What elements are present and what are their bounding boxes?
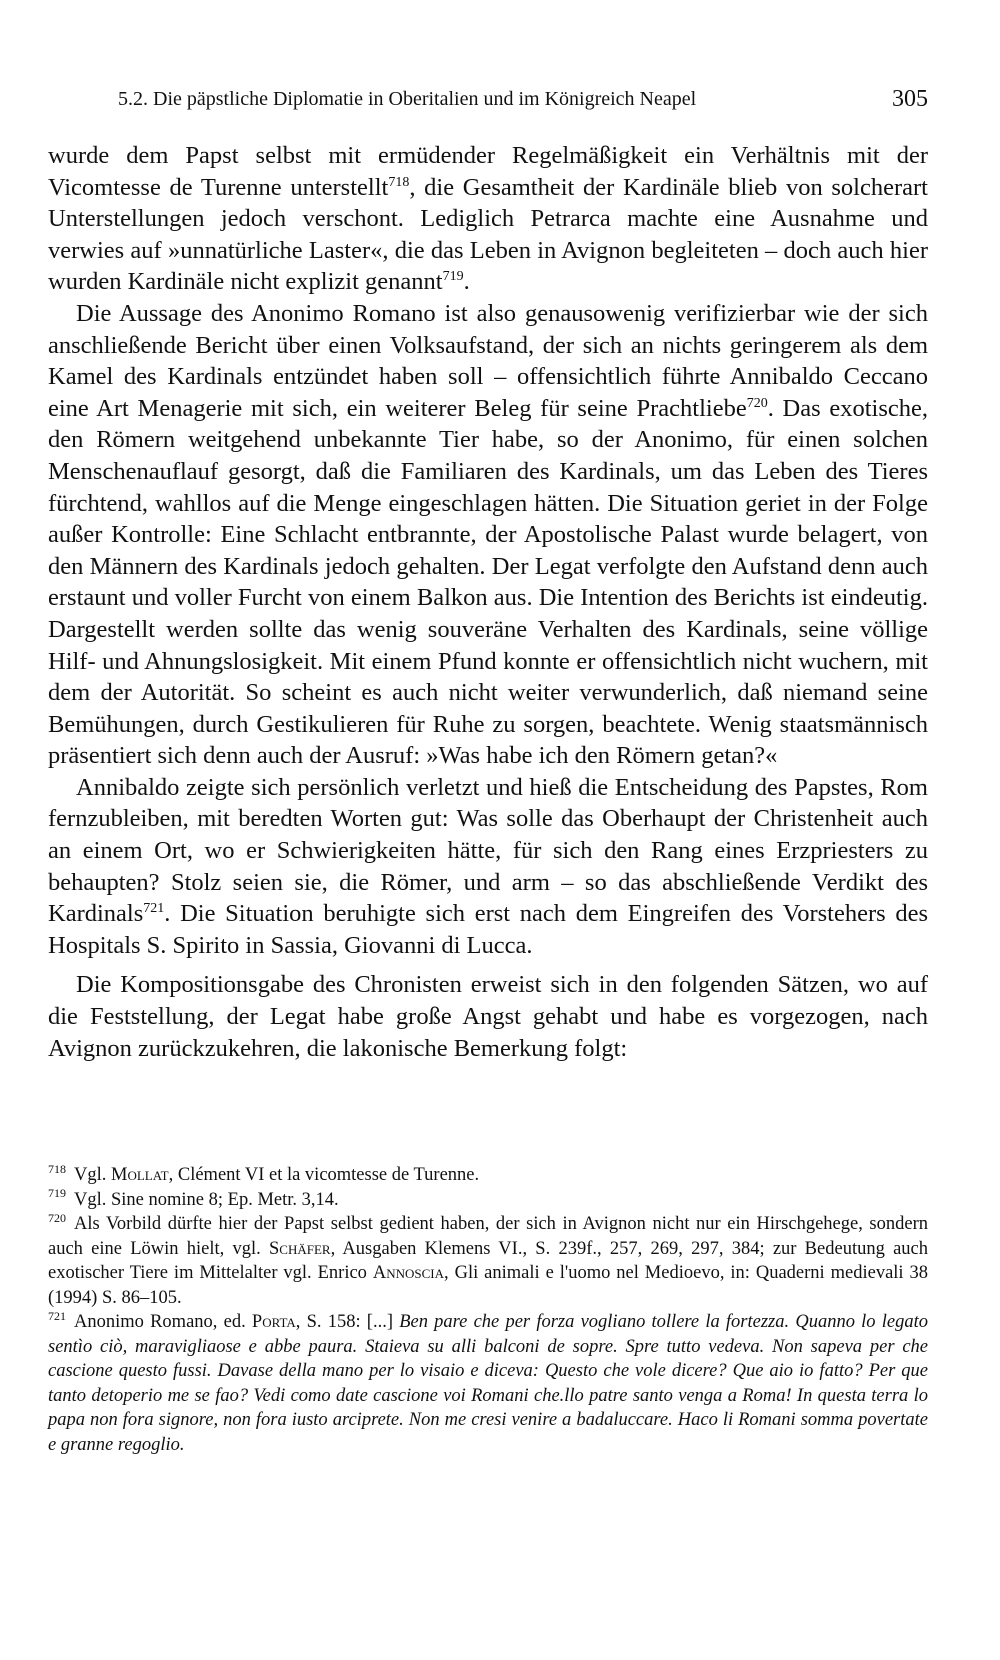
footnote-ref-718: 718 [388,174,410,190]
footnote-number: 720 [48,1210,66,1225]
author-name: Schäfer [269,1238,331,1259]
footnotes [48,1163,928,1457]
footnote-ref-719: 719 [442,269,464,285]
running-header [118,82,928,116]
footnote-718 [48,1163,928,1188]
page-number: 305 [892,86,928,112]
paragraph-text: . Das exotische, den Römern weitgehend unbekannte Tier habe, so der Anonimo, für einen solchen Menschenauflauf gesorgt, daß die Familiaren des Kardinals, um das Leben des Tieres fürchtend, wahllos auf die Menge eingeschlagen hätten. Die Situation geriet in der Folge außer Kontrolle: Eine Schlacht entbrannte, der Apostolische Palast wurde belagert, von den Männern des Kardinals jedoch gehalten. Der Legat verfolgte den Aufstand denn auch erstaunt und voller Furcht von einem Balkon aus. Die Intention des Berichts ist eindeutig. Dargestellt werden sollte das wenig souveräne Verhalten des Kardinals, seine völlige Hilf- und Ahnungslosigkeit. Mit einem Pfund konnte er offensichtlich nicht wuchern, mit dem der Autorität. So scheint es auch nicht weiter verwunderlich, daß niemand seine Bemühungen, durch Gestikulieren für Ruhe zu sorgen, beachtete. Wenig staatsmännisch präsentiert sich denn auch der Ausruf: »Was habe ich den Römern getan?« [48,394,929,770]
footnote-text: , Ausgaben Klemens VI., S. 239f., 257, 269, 297, 384; zur Bedeutung auch exotischer Tiere im Mittelalter vgl. Enrico [48,1238,928,1283]
main-text [48,140,928,1064]
footnote-text: Vgl. Sine nomine 8; Ep. Metr. 3,14. [74,1189,339,1210]
quotation-italic: Ben pare che per forza vogliano tollere la fortezza. Quanno lo legato sentìo ciò, maravigliaose e abbe paura. Staieva su alli balconi de sopre. Spre tutto vedeva. Non sapeva per che cascione questo fussi. Davase della mano per lo visaio e diceva: Questo che vole dicere? Que aio io fatto? Per que tanto detoperio me se fao? Vedi como date cascione voi Romani che.llo patre santo venga a Roma! In questa terra lo papa non fora signore, non fora iusto arciprete. Non me cresi venire a badaluccare. Haco li Romani somma povertate e granne regoglio. [48,1312,928,1455]
footnote-719 [48,1188,928,1213]
author-name: Porta [251,1312,296,1332]
footnote-number: 721 [48,1308,66,1323]
paragraph-2 [48,298,928,772]
footnote-text: Vgl. [74,1165,111,1185]
footnote-text: , S. 158: [...] [295,1312,400,1332]
footnote-text: Anonimo Romano, ed. [74,1312,252,1332]
paragraph-text: Die Aussage des Anonimo Romano ist also genausowenig verifizierbar wie der sich anschließende Bericht über einen Volksaufstand, der sich an nichts geringerem als dem Kamel des Kardinals entzündet haben soll – offensichtlich führte Annibaldo Ceccano eine Art Menagerie mit sich, ein weiterer Beleg für seine Prachtliebe [48,299,928,422]
book-page [48,0,928,1660]
footnote-721 [48,1310,928,1457]
footnote-text: , Gli animali e l'uomo nel Medioevo, in: Quaderni medievali 38 (1994) S. 86–105. [48,1263,928,1308]
paragraph-text: . [463,268,470,296]
author-name: Mollat [111,1165,169,1185]
author-name: Annoscia [372,1263,445,1283]
footnote-number: 718 [48,1161,66,1176]
paragraph-3 [48,772,928,962]
footnote-ref-721: 721 [143,901,165,917]
footnote-text: Als Vorbild dürfte hier der Papst selbst gedient haben, der sich in Avignon nicht nur ein Hirschgehege, sondern auch eine Löwin hielt, vgl. [48,1214,928,1259]
chapter-title: 5.2. Die päpstliche Diplomatie in Oberitalien und im Königreich Neapel [118,88,697,110]
paragraph-text: Die Kompositionsgabe des Chronisten erweist sich in den folgenden Sätzen, wo auf die Feststellung, der Legat habe große Angst gehabt und habe es vorgezogen, nach Avignon zurückzukehren, die lakonische Bemerkung folgt: [48,971,928,1062]
paragraph-text: wurde dem Papst selbst mit ermüdender Regelmäßigkeit ein Verhältnis mit der Vicomtesse de Turenne unterstellt [48,142,928,201]
paragraph-text: Annibaldo zeigte sich persönlich verletzt und hieß die Entscheidung des Papstes, Rom fernzubleiben, mit beredten Worten gut: Was solle das Oberhaupt der Christenheit auch an einem Ort, wo er Schwierigkeiten hätte, für sich den Rang eines Erzpriesters zu behaupten? Stolz seien sie, die Römer, und arm – so das abschließende Verdikt des Kardinals [48,773,928,928]
footnote-text: , Clément VI et la vicomtesse de Turenne. [168,1165,480,1185]
paragraph-text: , die Gesamtheit der Kardinäle blieb von solcherart Unterstellungen jedoch verschont. Lediglich Petrarca machte eine Ausnahme und verwies auf »unnatürliche Laster«, die das Leben in Avignon begleiteten – doch auch hier wurden Kardinäle nicht explizit genannt [48,173,928,296]
paragraph-text: . Die Situation beruhigte sich erst nach dem Eingreifen des Vorstehers des Hospitals S. Spirito in Sassia, Giovanni di Lucca. [48,900,928,959]
footnote-ref-720: 720 [746,395,768,411]
footnote-720 [48,1212,928,1310]
footnote-number: 719 [48,1186,66,1201]
paragraph-4 [48,969,928,1064]
paragraph-1 [48,140,928,298]
